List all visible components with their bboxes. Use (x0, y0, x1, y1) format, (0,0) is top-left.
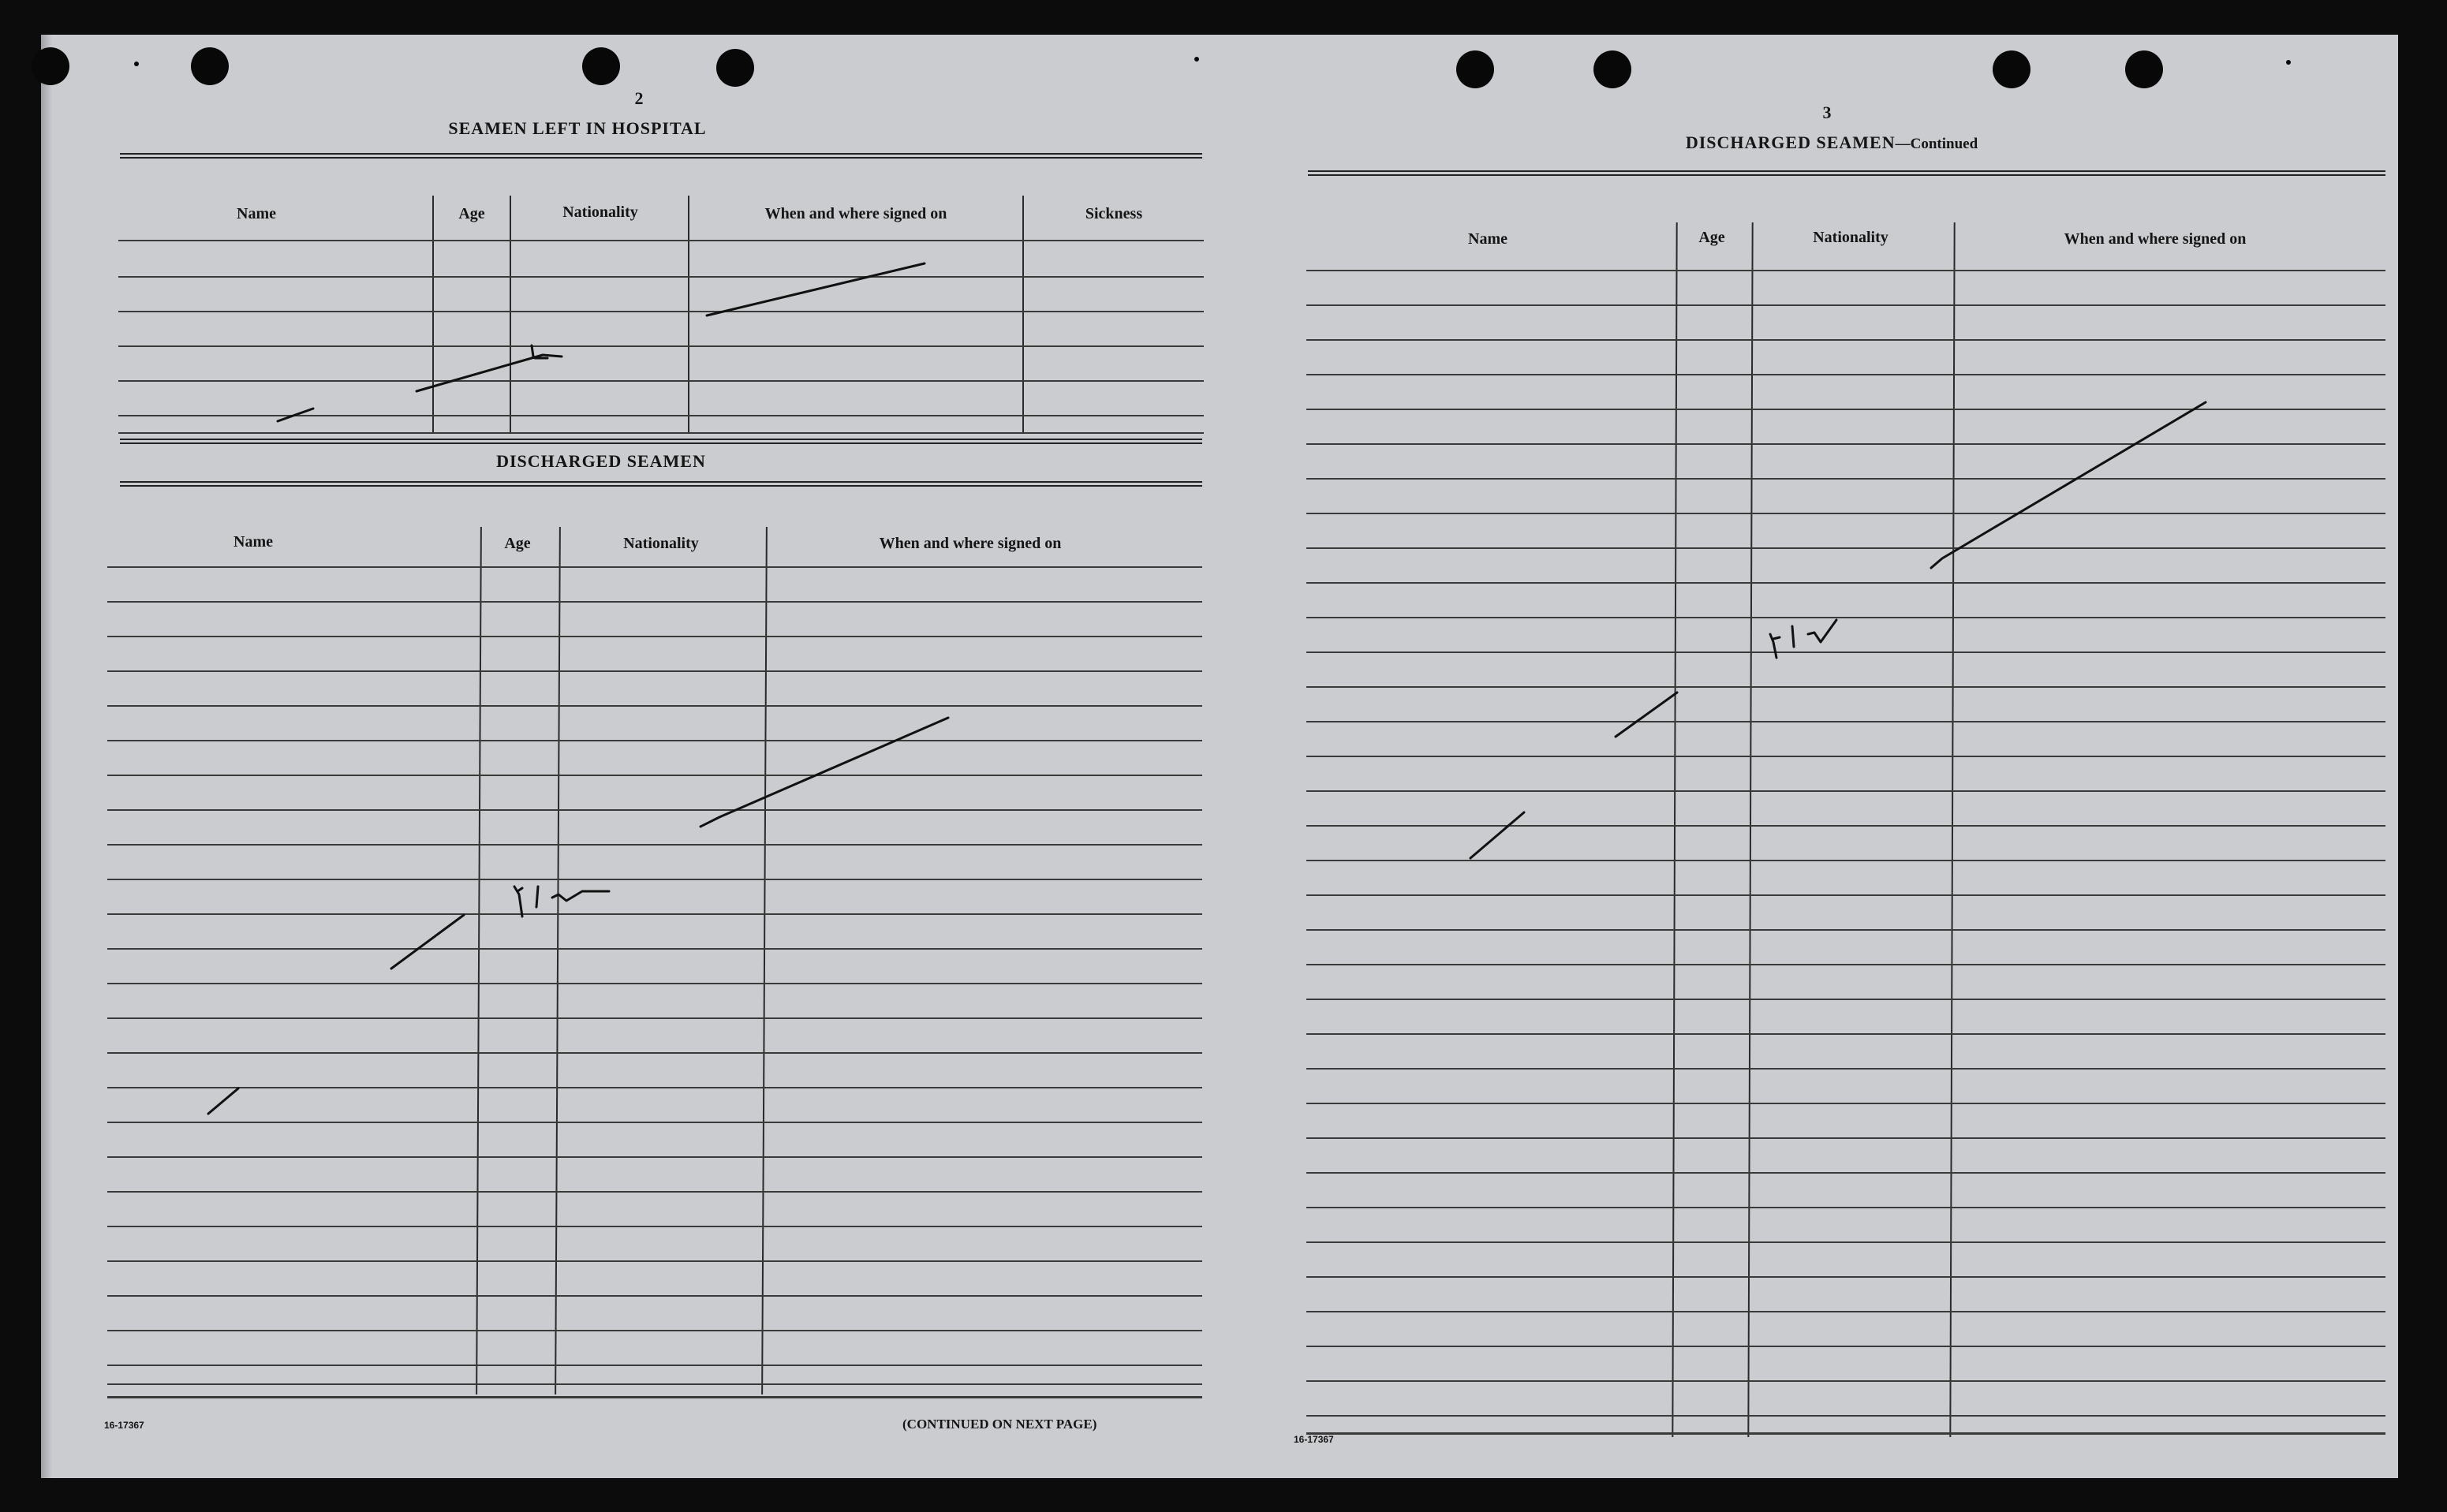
col-header-sickness: Sickness (1085, 205, 1143, 222)
ink-stroke (417, 355, 562, 391)
title-main: DISCHARGED SEAMEN (1685, 133, 1896, 152)
ink-stroke (208, 1088, 238, 1114)
ink-stroke (532, 345, 533, 357)
ink-stroke (1931, 402, 2206, 568)
col-header-age: Age (504, 535, 531, 552)
ink-stroke (514, 887, 609, 917)
col-header-signed-on: When and where signed on (764, 205, 947, 222)
ink-stroke (707, 263, 925, 315)
document-sheet (41, 35, 2398, 1478)
page-number-left: 2 (634, 88, 644, 108)
ink-stroke (391, 915, 464, 969)
section-title-discharged: DISCHARGED SEAMEN (496, 451, 706, 471)
ink-stroke (1470, 812, 1524, 858)
ink-stroke (700, 718, 948, 827)
col-header-name: Name (233, 533, 273, 551)
col-header-signed-on: When and where signed on (879, 535, 1062, 552)
form-number-right: 16-17367 (1294, 1434, 1334, 1445)
col-header-name: Name (1468, 230, 1507, 248)
col-header-nationality: Nationality (1813, 229, 1888, 246)
handwritten-nil-marks (41, 35, 2398, 1478)
col-header-signed-on: When and where signed on (2064, 230, 2247, 248)
ink-stroke (1770, 620, 1836, 658)
col-header-nationality: Nationality (562, 203, 638, 221)
ink-stroke (278, 409, 313, 421)
form-number-left: 16-17367 (104, 1420, 144, 1431)
section-title-hospital: SEAMEN LEFT IN HOSPITAL (448, 118, 707, 138)
title-suffix: —Continued (1895, 136, 1978, 152)
page-number-right: 3 (1822, 103, 1832, 122)
col-header-name: Name (237, 205, 276, 222)
col-header-nationality: Nationality (623, 535, 699, 552)
col-header-age: Age (1698, 229, 1725, 246)
col-header-age: Age (458, 205, 485, 222)
continued-note: (CONTINUED ON NEXT PAGE) (902, 1417, 1097, 1432)
ink-stroke (1616, 693, 1677, 737)
